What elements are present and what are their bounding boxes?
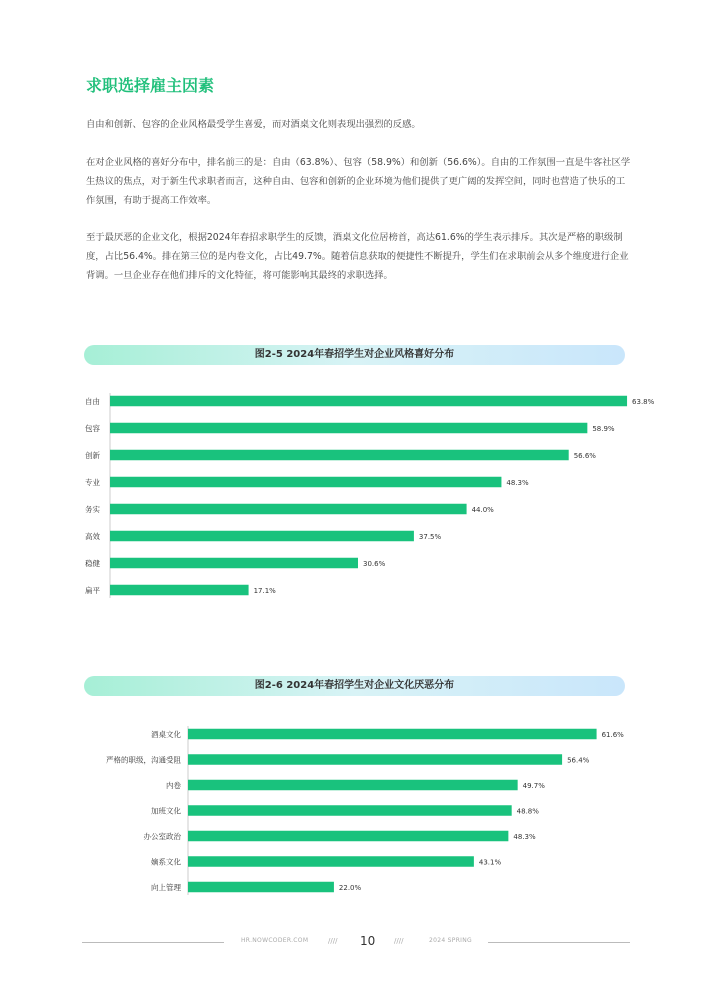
chart-1-value-label: 48.3%: [506, 479, 529, 487]
chart-1-value-label: 58.9%: [592, 425, 615, 433]
section-title: 求职选择雇主因素: [86, 76, 215, 95]
chart-1-category-label: 扁平: [85, 586, 100, 595]
aversion-paragraph: 至于最厌恶的企业文化，根据2024年春招求职学生的反馈，酒桌文化位居榜首，高达61.6%的学生表示排斥。其次是严格的职级制度，占比56.4%。排在第三位的是内卷文化，占比49.7%。随着信息获取的便捷性不断提升，学生们在求职前会从多个维度进行企业背调。一旦企业存在他们排斥的文化特征，将可能影响其最终的求职选择。: [86, 232, 629, 281]
chart-1-category-label: 务实: [85, 505, 100, 514]
chart-2-category-label: 加班文化: [151, 806, 181, 816]
footer-slash-right: ////: [394, 937, 404, 945]
chart-2-bar: [188, 754, 562, 765]
chart-2-category-label: 嫡系文化: [151, 857, 181, 867]
chart-1-category-label: 包容: [85, 424, 100, 433]
chart-2-value-label: 56.4%: [567, 756, 590, 765]
preference-paragraph: 在对企业风格的喜好分布中，排名前三的是：自由（63.8%）、包容（58.9%）和创新（56.6%）。自由的工作氛围一直是牛客社区学生热议的焦点，对于新生代求职者而言，这种自由、包容和创新的企业环境为他们提供了更广阔的发挥空间，同时也营造了快乐的工作氛围，有助于提高工作效率。: [86, 157, 631, 206]
chart-1-category-label: 稳健: [85, 559, 100, 568]
chart-2-category-label: 酒桌文化: [151, 730, 181, 739]
chart-2-bar: [188, 831, 508, 842]
chart-2-category-label: 严格的职级，沟通受阻: [106, 755, 181, 765]
chart-2-value-label: 61.6%: [601, 731, 624, 739]
page-number: 10: [360, 934, 376, 948]
chart-1-title: 图2-5 2024年春招学生对企业风格喜好分布: [84, 345, 625, 365]
chart-2-bar: [188, 856, 474, 867]
chart-1-category-label: 专业: [85, 478, 100, 487]
chart-2-bar: [188, 882, 334, 893]
chart-2-value-label: 43.1%: [478, 858, 502, 867]
chart-1-category-label: 高效: [85, 532, 100, 541]
chart-1-value-label: 17.1%: [253, 587, 276, 595]
chart-1-value-label: 44.0%: [471, 506, 494, 514]
chart-1-category-label: 创新: [85, 451, 100, 460]
chart-2-value-label: 48.8%: [516, 807, 539, 816]
chart-2-bar: [188, 805, 512, 816]
chart-1-value-label: 56.6%: [573, 452, 596, 460]
chart-2-value-label: 49.7%: [522, 782, 545, 790]
footer-edition: 2024 SPRING: [429, 937, 472, 944]
chart-2-value-label: 48.3%: [513, 833, 536, 841]
intro-paragraph: 自由和创新、包容的企业风格最受学生喜爱，而对酒桌文化则表现出强烈的反感。: [86, 119, 421, 130]
chart-2-category-label: 办公室政治: [143, 832, 181, 841]
chart-2-bar: [188, 780, 518, 791]
chart-2-category-label: 向上管理: [151, 883, 181, 892]
chart-1-value-label: 30.6%: [362, 560, 386, 568]
footer-slash-left: ////: [328, 937, 338, 945]
footer-site: HR.NOWCODER.COM: [241, 937, 309, 944]
chart-2-category-label: 内卷: [166, 781, 181, 790]
chart-1-category-label: 自由: [85, 397, 100, 406]
chart-2-value-label: 22.0%: [338, 884, 362, 892]
chart-2-title: 图2-6 2024年春招学生对企业文化厌恶分布: [84, 676, 625, 696]
footer-right-rule: [488, 942, 630, 943]
chart-1-value-label: 63.8%: [632, 398, 655, 406]
chart-1-value-label: 37.5%: [418, 533, 442, 541]
footer-left-rule: [82, 942, 224, 943]
chart-2-bar: [188, 729, 597, 740]
